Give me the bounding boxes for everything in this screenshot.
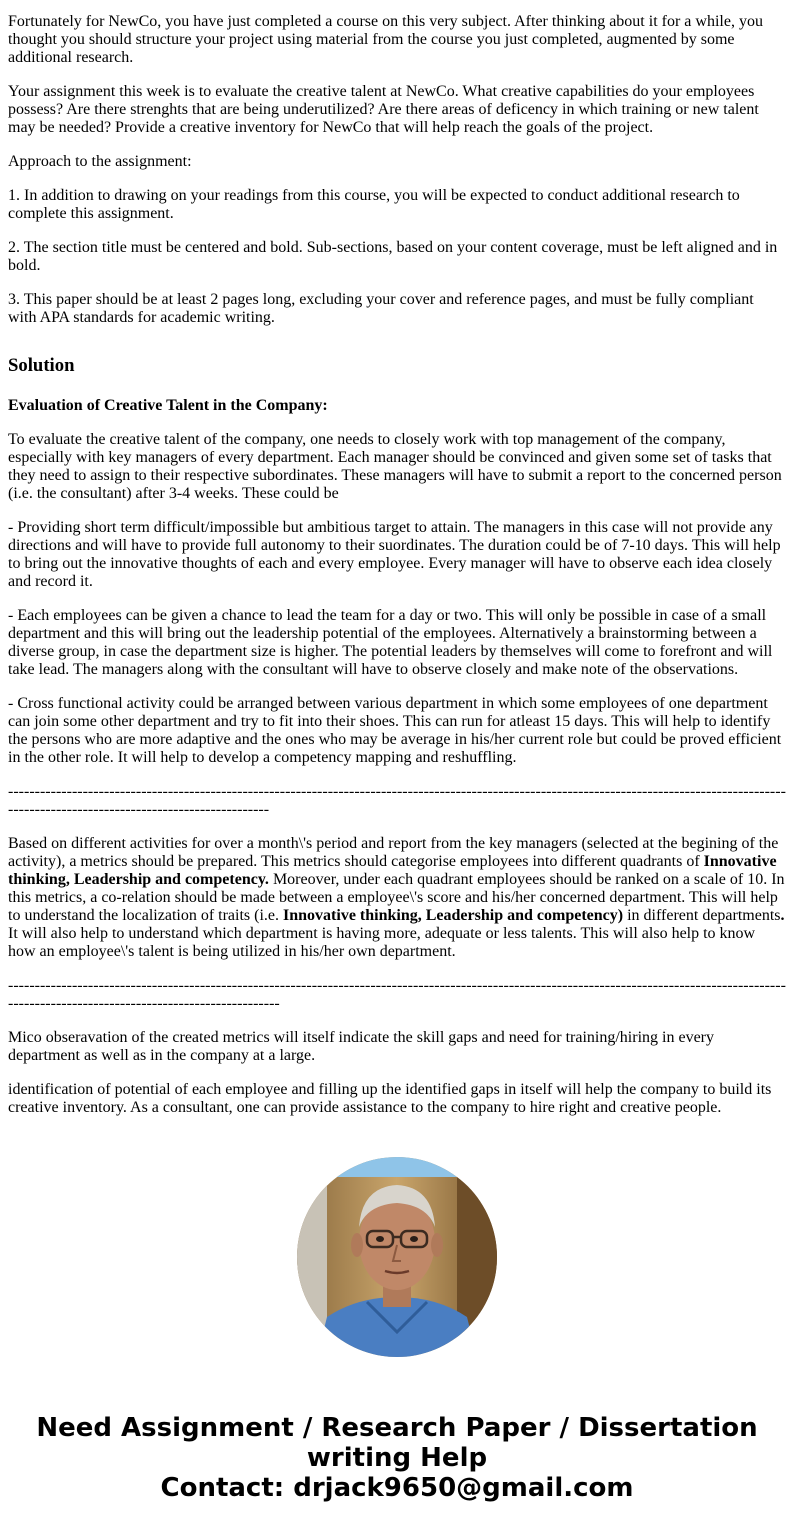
approach-item-3: 3. This paper should be at least 2 pages long, excluding your cover and reference pages, and must be fully compliant with APA standards for academic writing. (8, 291, 754, 326)
bullet-cross-functional: - Cross functional activity could be arranged between various department in which some employees of one department can join some other department and try to fit into their shoes. This can run for atleast 15 days. This will help to identify the persons who are more adaptive and the ones who may be average in his/her current role but could be proved efficient in the other role. It will help to develop a competency mapping and reshuffling. (8, 695, 782, 766)
author-photo (297, 1157, 497, 1357)
solution-paragraph-1: To evaluate the creative talent of the company, one needs to closely work with top management of the company, especially with key managers of every department. Each manager should be convinced and given some set of tasks that they need to assign to their respective subordinates. These managers will have to submit a report to the concerned person (i.e. the consultant) after 3-4 weeks. These could be (8, 431, 782, 502)
metrics-bold-quadrants: Innovative thinking, Leadership and competency. (8, 853, 777, 888)
approach-item-1: 1. In addition to drawing on your readings from this course, you will be expected to conduct additional research to complete this assignment. (8, 187, 740, 222)
document-body (8, 13, 786, 1117)
metrics-bold-traits: Innovative thinking, Leadership and competency) (283, 907, 624, 924)
author-portrait-image (297, 1157, 497, 1357)
metrics-text-c: Moreover, under each quadrant employees should be ranked on a scale of 10. In this metrics, a co-relation should be made between a employee\'s score and his/her concerned department. This will help to understand the localization of traits (i.e. (8, 871, 785, 924)
contact-banner (8, 1413, 786, 1503)
intro-paragraph-1: Fortunately for NewCo, you have just completed a course on this very subject. After thinking about it for a while, you thought you should structure your project using material from the course you just completed, augmented by some additional research. (8, 13, 763, 66)
intro-paragraph-2: Your assignment this week is to evaluate the creative talent at NewCo. What creative capabilities do your employees possess? Are there strenghts that are being underutilized? Are there areas of deficency in which training or new talent may be needed? Provide a creative inventory for NewCo that will help reach the goals of the project. (8, 83, 759, 136)
approach-item-2: 2. The section title must be centered and bold. Sub-sections, based on your content coverage, must be left aligned and in bold. (8, 239, 778, 274)
cta-headline: Need Assignment / Research Paper / Dissertation writing Help (36, 1413, 758, 1473)
approach-label: Approach to the assignment: (8, 153, 192, 170)
solution-heading: Solution (8, 355, 75, 376)
metrics-text-g: It will also help to understand which department is having more, adequate or less talents. This will also help to know how an employee\'s talent is being utilized in his/her own department. (8, 925, 756, 960)
cta-contact-email[interactable]: Contact: drjack9650@gmail.com (160, 1473, 634, 1503)
metrics-paragraph (8, 835, 786, 961)
bullet-lead-team: - Each employees can be given a chance to lead the team for a day or two. This will only be possible in case of a small department and this will bring out the leadership potential of the employees. Alternatively a brainstorming between a diverse group, in case the department size is higher. The potential leaders by themselves will come to forefront and will take lead. The managers along with the consultant will have to observe closely and make note of the observations. (8, 607, 773, 678)
observation-paragraph: Mico obseravation of the created metrics will itself indicate the skill gaps and need for training/hiring in every department as well as in the company at a large. (8, 1029, 714, 1064)
author-photo-wrapper (8, 1157, 786, 1362)
conclusion-paragraph: identification of potential of each employee and filling up the identified gaps in itself will help the company to build its creative inventory. As a consultant, one can provide assistance to the company to hire right and creative people. (8, 1081, 772, 1116)
bullet-target: - Providing short term difficult/impossible but ambitious target to attain. The managers in this case will not provide any directions and will have to provide full autonomy to their suordinates. The duration could be of 7-10 days. This will help to bring out the innovative thoughts of each and every employee. Every manager will have to observe each idea closely and record it. (8, 519, 781, 590)
evaluation-subheading: Evaluation of Creative Talent in the Company: (8, 397, 328, 414)
metrics-bold-period: . (780, 907, 785, 924)
metrics-text-a: Based on different activities for over a month\'s period and report from the key managers (selected at the begining of the activity), a metrics should be prepared. This metrics should categorise employees into different quadrants of (8, 835, 779, 870)
divider-2: ----------------------------------------------------------------------------------------------------------------------------------------------------------------------------------------------------- (8, 977, 786, 1012)
divider-1: --------------------------------------------------------------------------------------------------------------------------------------------------------------------------------------------------- (8, 783, 786, 818)
metrics-text-e: in different departments (623, 907, 781, 924)
